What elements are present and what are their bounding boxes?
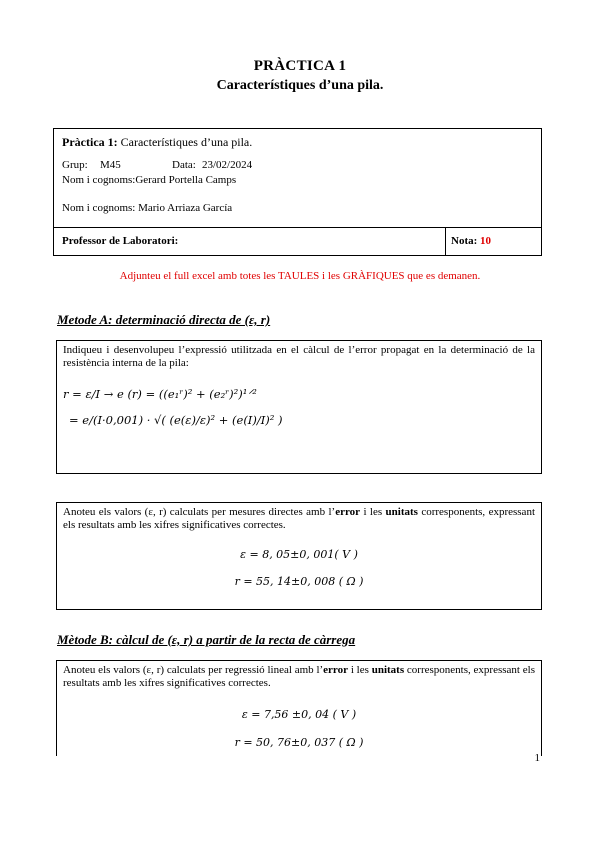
method-b-results-box: [56, 660, 542, 756]
units-word: unitats: [371, 664, 405, 676]
divider-vertical: [445, 227, 446, 255]
method-a-heading: Metode A: determinació directa de (ε, r): [57, 312, 271, 327]
grade-line: [451, 235, 491, 247]
name2-line: [62, 202, 232, 214]
grade-value: 10: [480, 235, 492, 247]
page-title: PRÀCTICA 1: [253, 58, 347, 74]
epsilon-result-b: ε = 7,56 ±0, 04 ( V ): [241, 708, 357, 721]
date-value: 23/02/2024: [202, 159, 253, 171]
method-b-instruction: [63, 664, 535, 690]
name1-value: Gerard Portella Camps: [135, 174, 237, 186]
method-a-formula-box: [56, 340, 542, 474]
professor-label: Professor de Laboratori:: [62, 235, 179, 247]
practice-name: Característiques d’una pila.: [120, 135, 253, 149]
group-value: M45: [100, 159, 121, 171]
group-label: Grup:: [62, 159, 88, 171]
name2-label: Nom i cognoms:: [62, 202, 136, 214]
method-a-results-instruction: [63, 506, 535, 532]
text-part: i les: [360, 506, 386, 518]
formula-line-1: r = ε/I → e (r) = ((e₁ʳ)² + (e₂ʳ)²)¹ᐟ²: [63, 387, 257, 401]
name2-value: Mario Arriaza García: [138, 202, 233, 214]
method-a-instruction: Indiqueu i desenvolupeu l’expressió utilitzada en el càlcul de l’error propagat en la determinació de la resistència interna de la pila:: [63, 344, 535, 369]
practice-label: Pràctica 1:: [62, 135, 118, 149]
formula-line-2: = e/(I·0,001) · √( (e(ε)/ε)² + (e(I)/I)² ): [69, 413, 283, 427]
practice-line: [62, 135, 252, 150]
text-part: corresponents, expressant els resultats amb les xifres significatives correctes.: [63, 506, 535, 531]
divider: [54, 227, 541, 228]
epsilon-result-a: ε = 8, 05±0, 001( V ): [240, 548, 358, 561]
r-result-a: r = 55, 14±0, 008 ( Ω ): [234, 575, 364, 588]
date-label: Data:: [172, 159, 196, 171]
units-word: unitats: [385, 506, 418, 518]
grade-label: Nota:: [451, 235, 478, 247]
method-a-results-box: [56, 502, 542, 610]
error-word: error: [323, 664, 349, 676]
r-result-b: r = 50, 76±0, 037 ( Ω ): [234, 736, 364, 749]
method-b-heading: Mètode B: càlcul de (ε, r) a partir de la recta de càrrega: [57, 632, 356, 647]
text-part: corresponents, expressant els resultats amb les xifres significatives correctes.: [63, 664, 535, 689]
page-subtitle: Característiques d’una pila.: [216, 78, 384, 93]
text-part: i les: [348, 664, 372, 676]
text-part: Anoteu els valors (ε, r) calculats per regressió lineal amb l’: [63, 664, 324, 676]
error-word: error: [335, 506, 361, 518]
name1-line: [62, 174, 236, 186]
text-part: Anoteu els valors (ε, r) calculats per mesures directes amb l’: [63, 506, 336, 518]
name1-label: Nom i cognoms:: [62, 174, 136, 186]
page-number: 1: [534, 752, 540, 764]
attachment-note: Adjunteu el full excel amb totes les TAULES i les GRÀFIQUES que es demanen.: [119, 270, 481, 282]
info-box: [53, 128, 542, 256]
